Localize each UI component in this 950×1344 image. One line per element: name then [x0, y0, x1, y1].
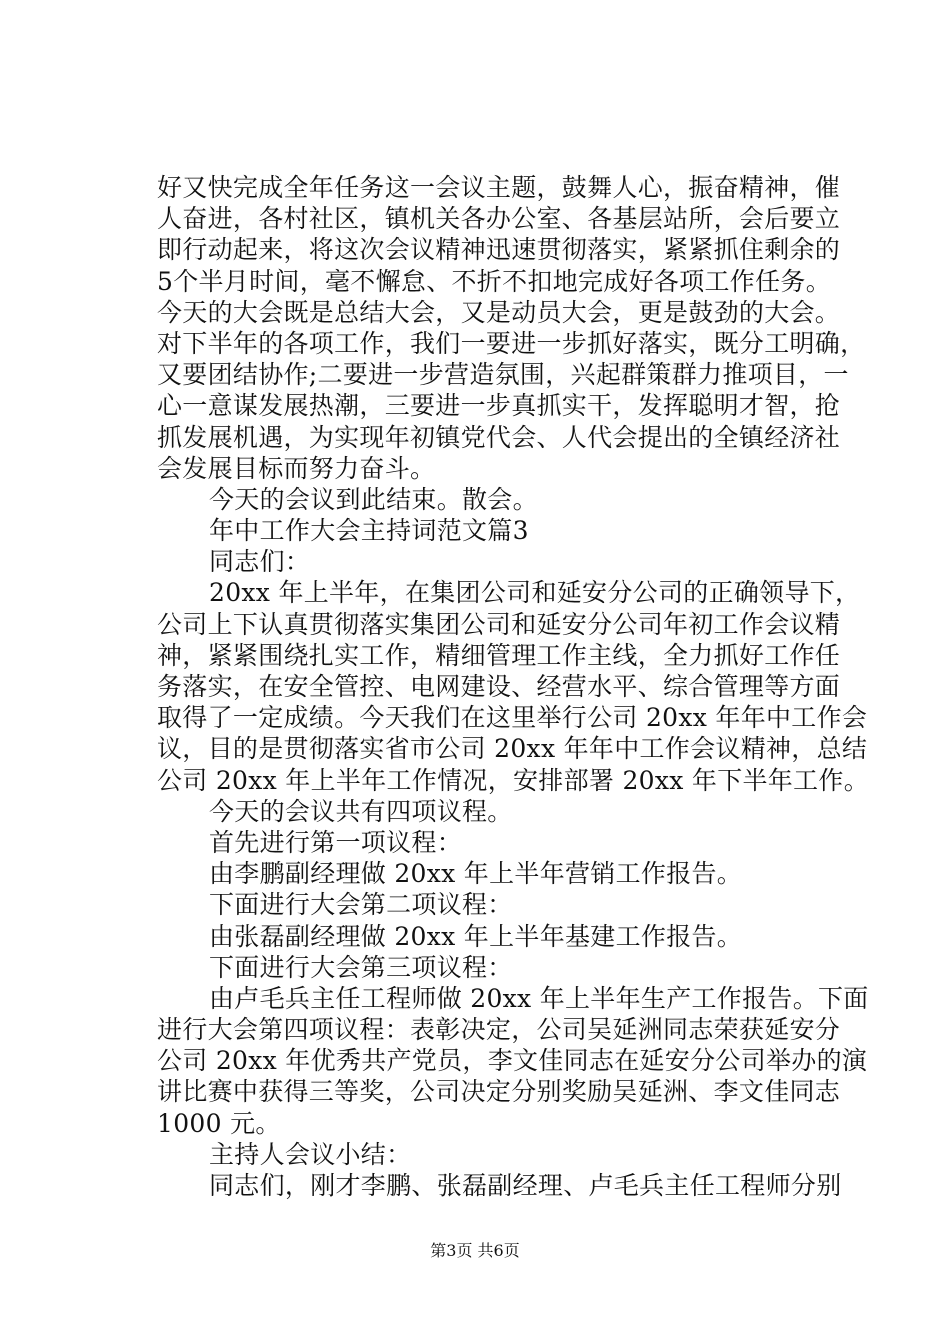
text-line: 进行大会第四项议程：表彰决定，公司吴延洲同志荣获延安分 [157, 1015, 841, 1045]
text-line: 由张磊副经理做 20xx 年上半年基建工作报告。 [209, 921, 743, 951]
text-line: 首先进行第一项议程： [209, 827, 463, 857]
text-line: 5个半月时间，毫不懈怠、不折不扣地完成好各项工作任务。 [157, 266, 832, 296]
text-line: 下面进行大会第三项议程： [209, 952, 513, 982]
text-line: 下面进行大会第二项议程： [209, 890, 513, 920]
text-line: 抓发展机遇，为实现年初镇党代会、人代会提出的全镇经济社 [157, 422, 841, 452]
text-line: 神，紧紧围绕扎实工作，精细管理工作主线，全力抓好工作任 [157, 640, 841, 670]
text-line: 讲比赛中获得三等奖，公司决定分别奖励吴延洲、李文佳同志 [157, 1077, 841, 1107]
text-line: 议，目的是贯彻落实省市公司 20xx 年年中工作会议精神，总结 [157, 734, 868, 764]
text-line: 又要团结协作;二要进一步营造氛围，兴起群策群力推项目，一 [157, 360, 849, 390]
text-line: 对下半年的各项工作，我们一要进一步抓好落实，既分工明确， [157, 328, 866, 358]
text-line: 人奋进，各村社区，镇机关各办公室、各基层站所，会后要立 [157, 204, 841, 234]
text-line: 公司上下认真贯彻落实集团公司和延安分公司年初工作会议精 [157, 609, 841, 639]
text-line: 由卢毛兵主任工程师做 20xx 年上半年生产工作报告。下面 [209, 983, 869, 1013]
text-line: 20xx 年上半年，在集团公司和延安分公司的正确领导下， [209, 578, 861, 608]
text-line: 今天的大会既是总结大会，又是动员大会，更是鼓劲的大会。 [157, 297, 841, 327]
text-line: 取得了一定成绩。今天我们在这里举行公司 20xx 年年中工作会 [157, 703, 868, 733]
text-line: 1000 元。 [157, 1108, 281, 1138]
text-line: 由李鹏副经理做 20xx 年上半年营销工作报告。 [209, 859, 743, 889]
text-line: 主持人会议小结： [209, 1139, 412, 1169]
document-body [157, 172, 870, 1201]
text-line: 即行动起来，将这次会议精神迅速贯彻落实，紧紧抓住剩余的 [157, 235, 841, 265]
text-line: 今天的会议到此结束。散会。 [209, 484, 538, 514]
page-number-footer: 第3页 共6页 [430, 1241, 520, 1260]
text-line: 公司 20xx 年上半年工作情况，安排部署 20xx 年下半年工作。 [157, 765, 870, 795]
text-line: 好又快完成全年任务这一会议主题，鼓舞人心，振奋精神，催 [157, 173, 841, 202]
text-line: 务落实，在安全管控、电网建设、经营水平、综合管理等方面 [157, 672, 841, 701]
text-line: 公司 20xx 年优秀共产党员，李文佳同志在延安分公司举办的演 [157, 1046, 868, 1076]
text-line: 年中工作大会主持词范文篇3 [209, 516, 529, 546]
text-line: 同志们： [209, 547, 311, 577]
text-line: 会发展目标而努力奋斗。 [157, 453, 436, 483]
text-line: 心一意谋发展热潮，三要进一步真抓实干，发挥聪明才智，抢 [157, 391, 841, 421]
text-line: 今天的会议共有四项议程。 [209, 796, 513, 826]
text-line: 同志们，刚才李鹏、张磊副经理、卢毛兵主任工程师分别 [209, 1171, 842, 1200]
